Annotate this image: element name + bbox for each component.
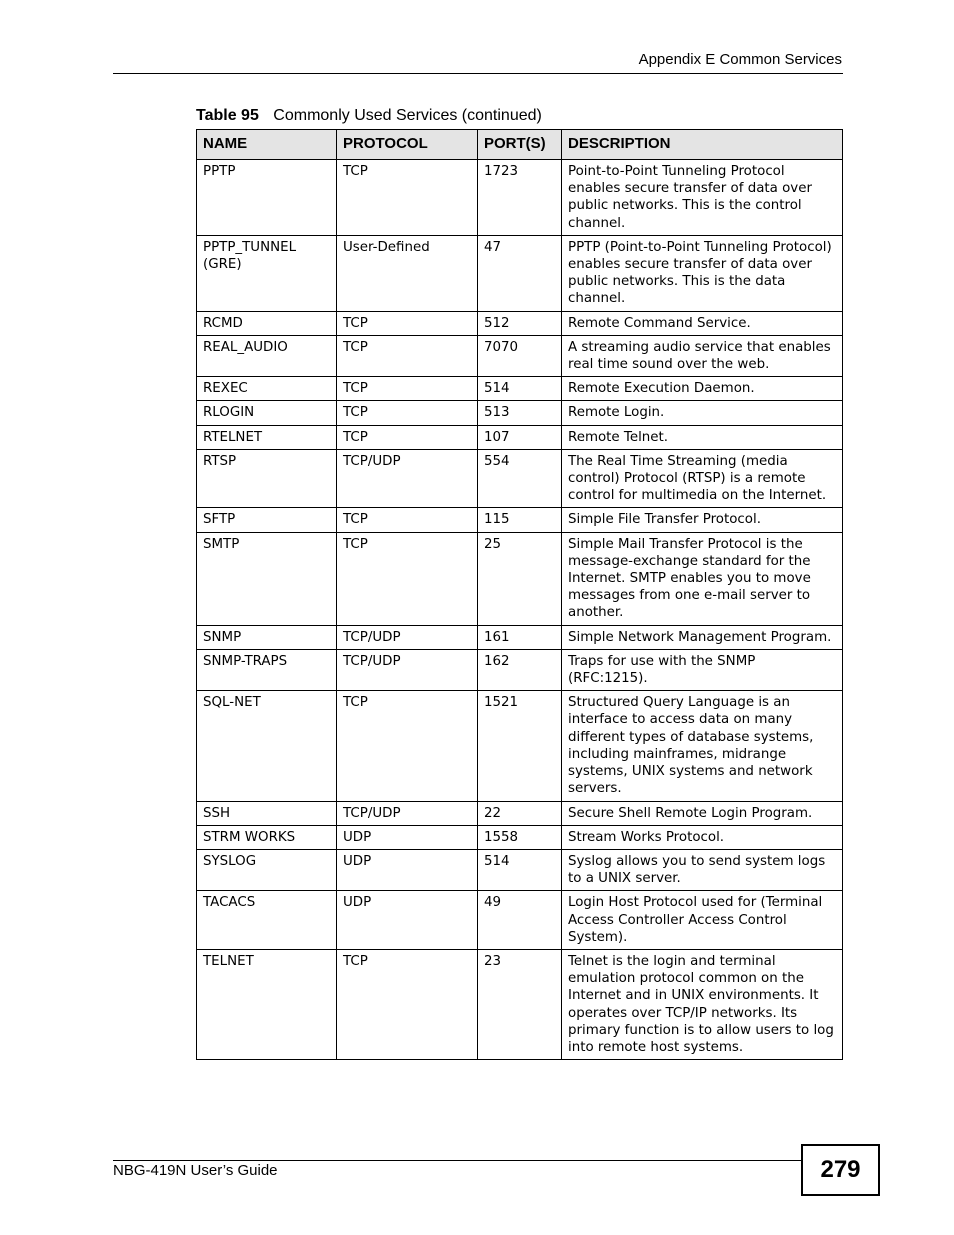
cell-name: TELNET xyxy=(197,949,337,1059)
table-row xyxy=(197,160,843,236)
cell-protocol: TCP xyxy=(337,160,478,236)
cell-description: Login Host Protocol used for (Terminal Access Controller Access Control System). xyxy=(562,891,843,950)
cell-description: Secure Shell Remote Login Program. xyxy=(562,801,843,825)
cell-name: RTSP xyxy=(197,449,337,508)
cell-description: Telnet is the login and terminal emulation protocol common on the Internet and in UNIX environments. It operates over TCP/IP networks. Its primary function is to allow users to log into remote host systems. xyxy=(562,949,843,1059)
cell-ports: 161 xyxy=(478,625,562,649)
cell-description: Point-to-Point Tunneling Protocol enables secure transfer of data over public networks. This is the control channel. xyxy=(562,160,843,236)
footer-rule xyxy=(113,1160,801,1161)
cell-protocol: TCP xyxy=(337,425,478,449)
header-rule xyxy=(113,73,843,74)
table-caption-text: Commonly Used Services (continued) xyxy=(273,107,542,124)
cell-name: SMTP xyxy=(197,532,337,625)
cell-protocol: TCP/UDP xyxy=(337,449,478,508)
cell-ports: 1521 xyxy=(478,691,562,801)
cell-name: PPTP_TUNNEL (GRE) xyxy=(197,235,337,311)
cell-protocol: User-Defined xyxy=(337,235,478,311)
table-caption-number: Table 95 xyxy=(196,107,259,124)
table-row xyxy=(197,335,843,376)
table-row xyxy=(197,235,843,311)
cell-name: SYSLOG xyxy=(197,849,337,890)
table-row xyxy=(197,508,843,532)
cell-description: Traps for use with the SNMP (RFC:1215). xyxy=(562,649,843,690)
cell-description: A streaming audio service that enables real time sound over the web. xyxy=(562,335,843,376)
table-row xyxy=(197,825,843,849)
guide-title: NBG-419N User’s Guide xyxy=(113,1162,278,1179)
cell-ports: 107 xyxy=(478,425,562,449)
cell-ports: 512 xyxy=(478,311,562,335)
cell-ports: 47 xyxy=(478,235,562,311)
cell-name: REXEC xyxy=(197,377,337,401)
table-row xyxy=(197,649,843,690)
cell-protocol: TCP xyxy=(337,335,478,376)
table-row xyxy=(197,449,843,508)
cell-name: SNMP xyxy=(197,625,337,649)
cell-name: REAL_AUDIO xyxy=(197,335,337,376)
table-body xyxy=(197,160,843,1060)
cell-name: SNMP-TRAPS xyxy=(197,649,337,690)
cell-ports: 23 xyxy=(478,949,562,1059)
page-number: 279 xyxy=(801,1144,880,1196)
cell-protocol: TCP xyxy=(337,508,478,532)
table-row xyxy=(197,625,843,649)
column-header-name: NAME xyxy=(197,130,337,160)
table-row xyxy=(197,801,843,825)
cell-protocol: UDP xyxy=(337,849,478,890)
column-header-protocol: PROTOCOL xyxy=(337,130,478,160)
cell-description: Simple Mail Transfer Protocol is the message-exchange standard for the Internet. SMTP enables you to move messages from one e-mail server to another. xyxy=(562,532,843,625)
cell-description: Simple Network Management Program. xyxy=(562,625,843,649)
table-caption xyxy=(196,107,542,125)
table-header-row xyxy=(197,130,843,160)
cell-ports: 1558 xyxy=(478,825,562,849)
cell-protocol: TCP/UDP xyxy=(337,649,478,690)
table-row xyxy=(197,377,843,401)
cell-ports: 25 xyxy=(478,532,562,625)
table-row xyxy=(197,891,843,950)
cell-description: The Real Time Streaming (media control) Protocol (RTSP) is a remote control for multimedia on the Internet. xyxy=(562,449,843,508)
cell-name: RTELNET xyxy=(197,425,337,449)
cell-ports: 162 xyxy=(478,649,562,690)
cell-protocol: TCP/UDP xyxy=(337,625,478,649)
cell-name: PPTP xyxy=(197,160,337,236)
cell-name: TACACS xyxy=(197,891,337,950)
cell-ports: 49 xyxy=(478,891,562,950)
cell-ports: 514 xyxy=(478,849,562,890)
cell-protocol: UDP xyxy=(337,825,478,849)
cell-description: Structured Query Language is an interface to access data on many different types of database systems, including mainframes, midrange systems, UNIX systems and network servers. xyxy=(562,691,843,801)
cell-protocol: TCP xyxy=(337,691,478,801)
cell-description: Remote Telnet. xyxy=(562,425,843,449)
cell-name: RLOGIN xyxy=(197,401,337,425)
cell-protocol: TCP/UDP xyxy=(337,801,478,825)
cell-description: Remote Login. xyxy=(562,401,843,425)
cell-protocol: TCP xyxy=(337,377,478,401)
cell-ports: 513 xyxy=(478,401,562,425)
cell-ports: 115 xyxy=(478,508,562,532)
column-header-ports: PORT(S) xyxy=(478,130,562,160)
running-header: Appendix E Common Services xyxy=(638,51,842,68)
cell-ports: 1723 xyxy=(478,160,562,236)
cell-name: STRM WORKS xyxy=(197,825,337,849)
cell-name: SSH xyxy=(197,801,337,825)
table-row xyxy=(197,401,843,425)
cell-ports: 554 xyxy=(478,449,562,508)
cell-protocol: UDP xyxy=(337,891,478,950)
cell-protocol: TCP xyxy=(337,401,478,425)
table-row xyxy=(197,532,843,625)
cell-description: Syslog allows you to send system logs to a UNIX server. xyxy=(562,849,843,890)
cell-description: PPTP (Point-to-Point Tunneling Protocol) enables secure transfer of data over public networks. This is the data channel. xyxy=(562,235,843,311)
column-header-description: DESCRIPTION xyxy=(562,130,843,160)
services-table xyxy=(196,129,843,1060)
table-row xyxy=(197,691,843,801)
table-row xyxy=(197,311,843,335)
cell-ports: 7070 xyxy=(478,335,562,376)
cell-description: Remote Command Service. xyxy=(562,311,843,335)
cell-name: SQL-NET xyxy=(197,691,337,801)
table-row xyxy=(197,949,843,1059)
cell-name: RCMD xyxy=(197,311,337,335)
cell-description: Simple File Transfer Protocol. xyxy=(562,508,843,532)
cell-name: SFTP xyxy=(197,508,337,532)
table-row xyxy=(197,425,843,449)
cell-protocol: TCP xyxy=(337,532,478,625)
cell-protocol: TCP xyxy=(337,311,478,335)
cell-ports: 22 xyxy=(478,801,562,825)
table-row xyxy=(197,849,843,890)
cell-protocol: TCP xyxy=(337,949,478,1059)
cell-ports: 514 xyxy=(478,377,562,401)
cell-description: Remote Execution Daemon. xyxy=(562,377,843,401)
cell-description: Stream Works Protocol. xyxy=(562,825,843,849)
